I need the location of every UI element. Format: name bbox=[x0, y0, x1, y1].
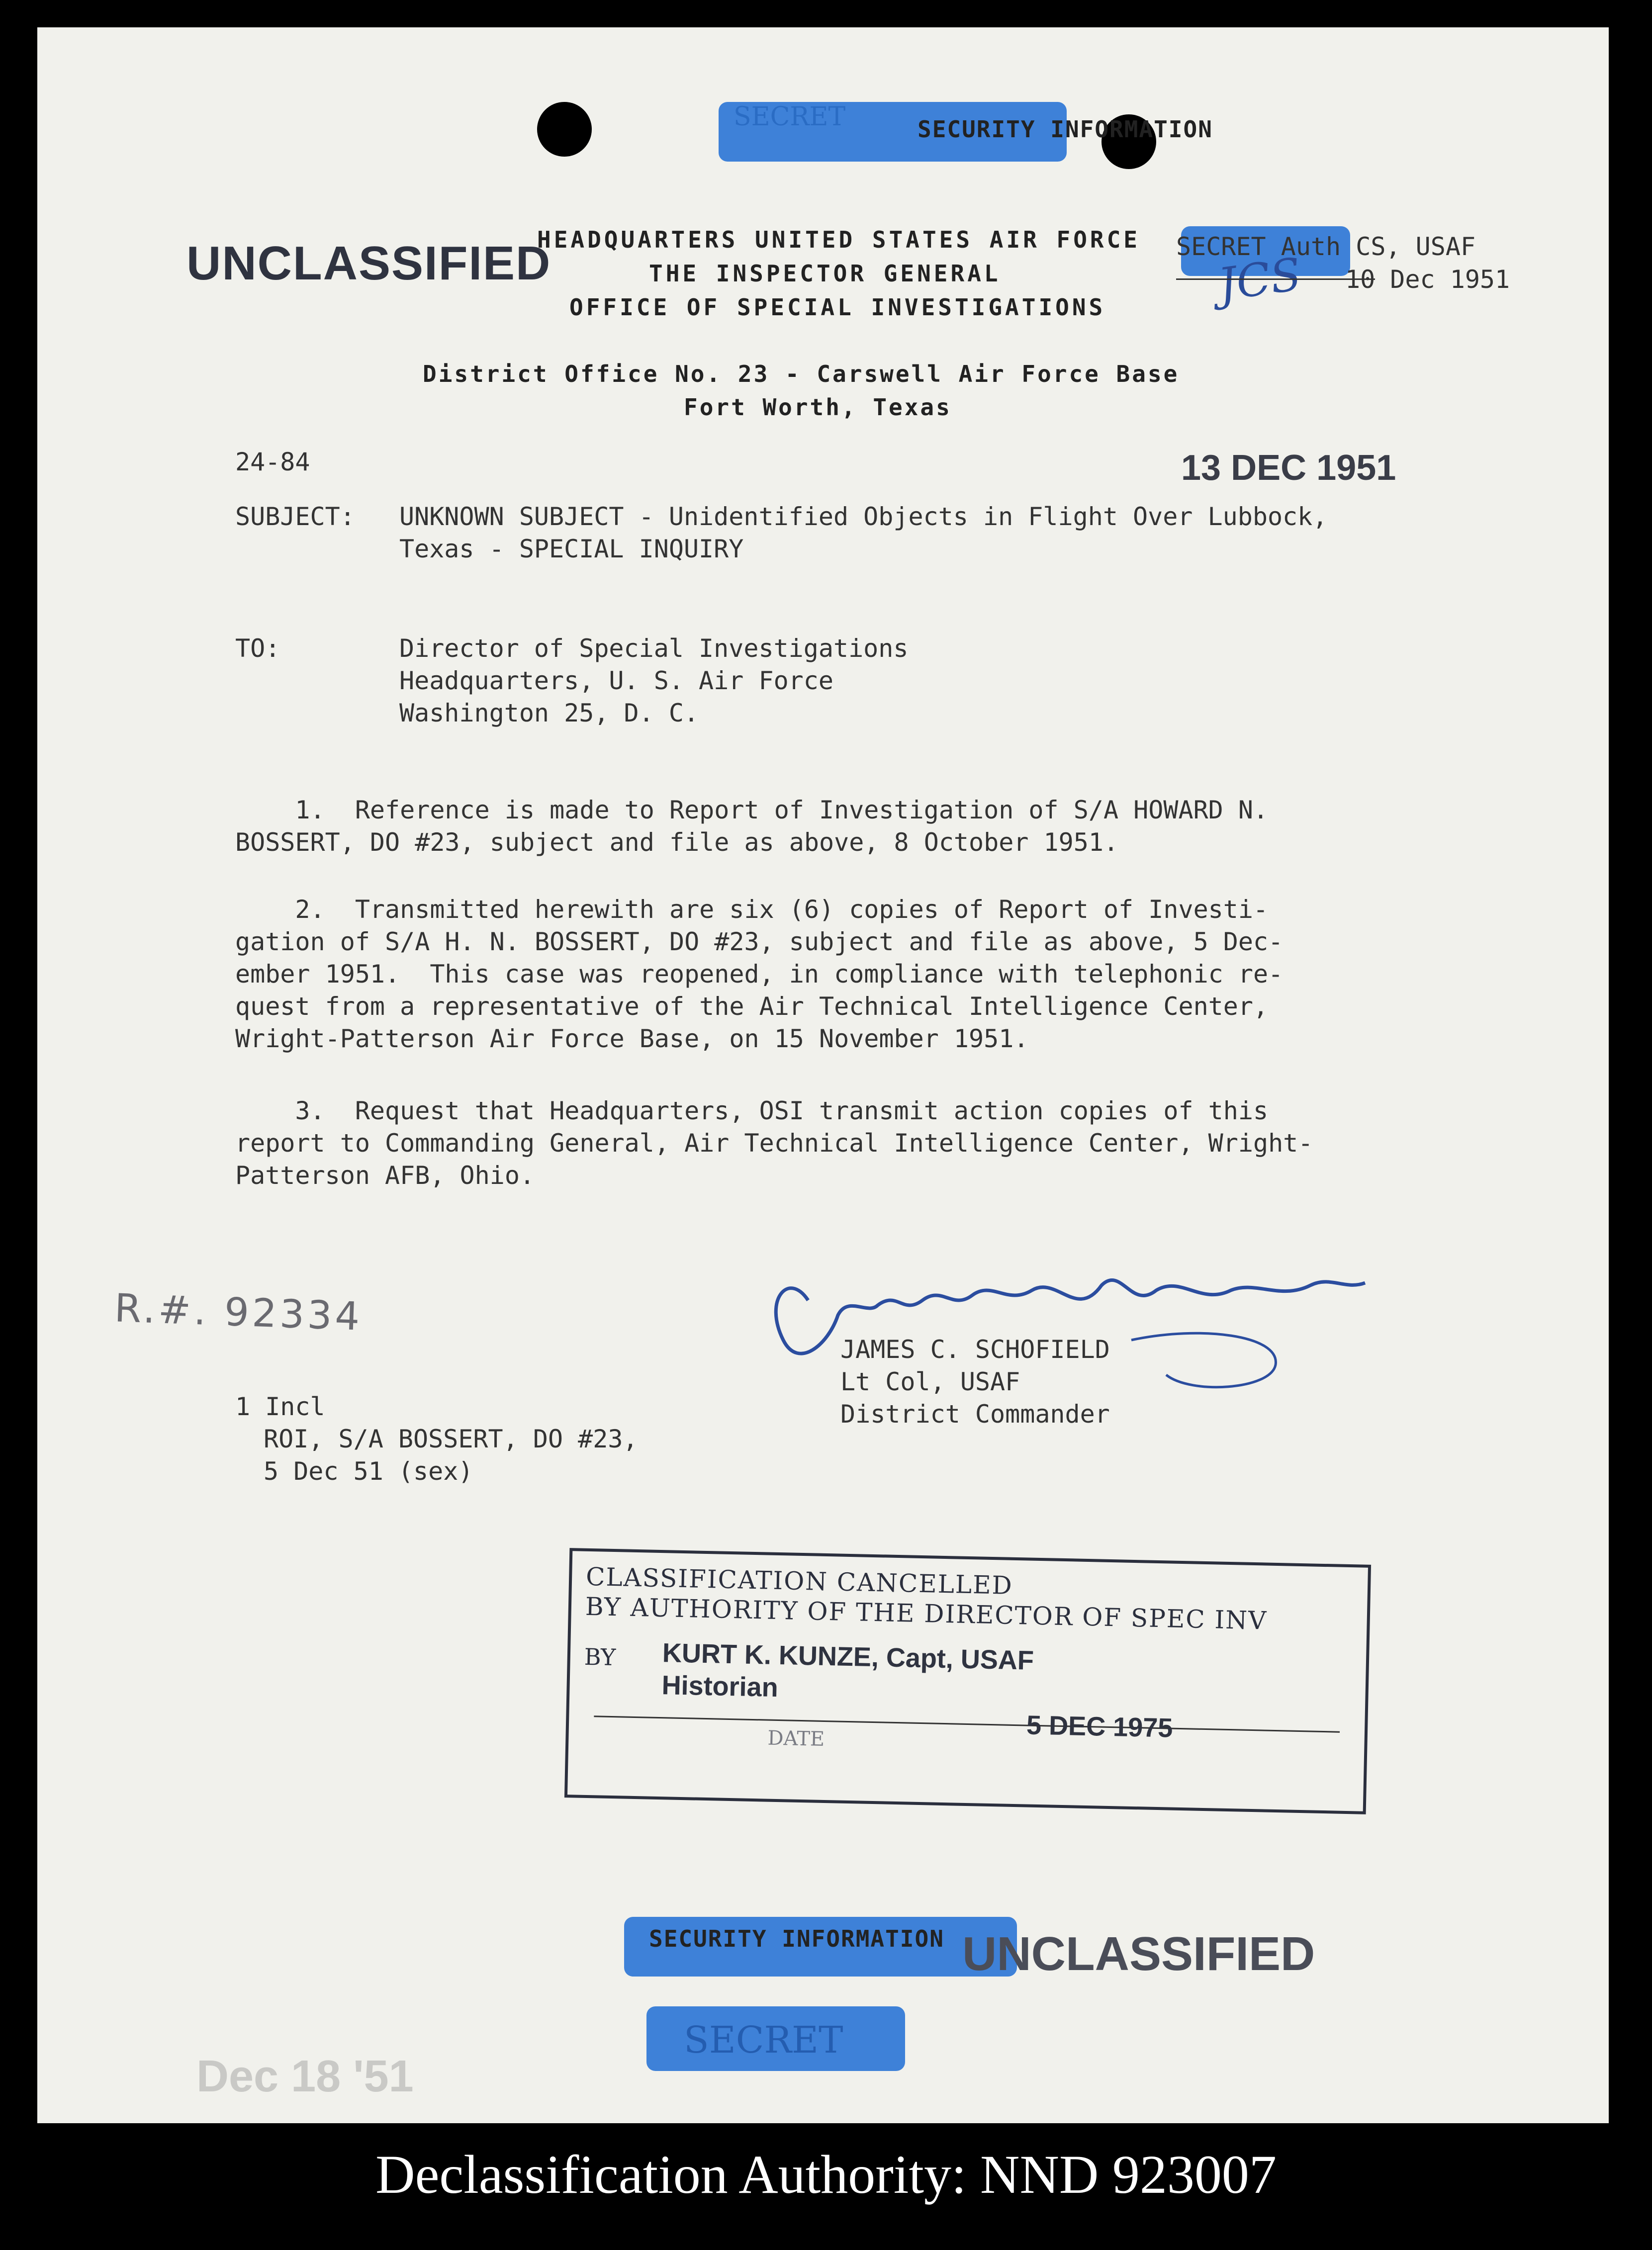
punch-hole-left bbox=[537, 102, 592, 157]
paragraph-2-line-5: Wright-Patterson Air Force Base, on 15 November 1951. bbox=[235, 1024, 1029, 1053]
enclosure-line-3: 5 Dec 51 (sex) bbox=[264, 1457, 473, 1486]
unclassified-stamp: UNCLASSIFIED bbox=[186, 237, 551, 290]
enclosure-line-2: ROI, S/A BOSSERT, DO #23, bbox=[264, 1425, 638, 1453]
declassification-footer: Declassification Authority: NND 923007 bbox=[375, 2144, 1277, 2205]
routing-line-1: SECRET Auth CS, USAF bbox=[1176, 232, 1476, 261]
signer-rank: Lt Col, USAF bbox=[840, 1367, 1020, 1396]
paragraph-3-line-2: report to Commanding General, Air Technical Intelligence Center, Wright- bbox=[235, 1129, 1313, 1158]
letterhead-line-2: THE INSPECTOR GENERAL bbox=[649, 260, 1001, 287]
classification-cancelled-stamp bbox=[564, 1548, 1371, 1814]
paragraph-2-line-2: gation of S/A H. N. BOSSERT, DO #23, subject and file as above, 5 Dec- bbox=[235, 927, 1284, 956]
letterhead-line-1: HEADQUARTERS UNITED STATES AIR FORCE bbox=[537, 226, 1140, 253]
signer-name: JAMES C. SCHOFIELD bbox=[840, 1335, 1110, 1364]
paragraph-3-line-1: 3. Request that Headquarters, OSI transmit action copies of this bbox=[235, 1096, 1269, 1125]
stamp-historian-title: Historian bbox=[661, 1670, 779, 1703]
security-information-top: SECURITY INFORMATION bbox=[918, 116, 1213, 143]
handwritten-reference-number: R.#. 92334 bbox=[113, 1286, 364, 1340]
to-label: TO: bbox=[235, 634, 280, 663]
paragraph-2-line-4: quest from a representative of the Air Technical Intelligence Center, bbox=[235, 992, 1269, 1021]
paragraph-3-line-3: Patterson AFB, Ohio. bbox=[235, 1161, 535, 1190]
to-line-1: Director of Special Investigations bbox=[399, 634, 909, 663]
stamp-date-label: DATE bbox=[767, 1726, 825, 1751]
stamp-historian-name: KURT K. KUNZE, Capt, USAF bbox=[662, 1638, 1034, 1676]
subject-line-1: UNKNOWN SUBJECT - Unidentified Objects in Flight Over Lubbock, bbox=[399, 502, 1328, 531]
file-number: 24-84 bbox=[235, 448, 310, 476]
paragraph-1-line-2: BOSSERT, DO #23, subject and file as above, 8 October 1951. bbox=[235, 828, 1119, 857]
stamp-date: 5 DEC 1975 bbox=[1026, 1710, 1173, 1743]
district-line-2: Fort Worth, Texas bbox=[684, 394, 952, 421]
unclassified-stamp-bottom: UNCLASSIFIED bbox=[962, 1927, 1315, 1980]
stamp-line-1: CLASSIFICATION CANCELLED bbox=[585, 1562, 1013, 1600]
secret-stamp-bottom: SECRET bbox=[684, 2019, 843, 2062]
stamp-date-line bbox=[594, 1715, 1340, 1732]
subject-label: SUBJECT: bbox=[235, 502, 355, 531]
subject-line-2: Texas - SPECIAL INQUIRY bbox=[399, 535, 744, 563]
handwritten-initials: JCS bbox=[1215, 248, 1305, 312]
stamp-line-2: BY AUTHORITY OF THE DIRECTOR OF SPEC INV bbox=[585, 1592, 1268, 1635]
security-information-bottom: SECURITY INFORMATION bbox=[649, 1925, 944, 1952]
paragraph-2-line-1: 2. Transmitted herewith are six (6) copies of Report of Investi- bbox=[235, 895, 1269, 924]
to-line-3: Washington 25, D. C. bbox=[399, 699, 699, 727]
enclosure-line-1: 1 Incl bbox=[235, 1392, 325, 1421]
letterhead-line-3: OFFICE OF SPECIAL INVESTIGATIONS bbox=[569, 294, 1106, 321]
district-line-1: District Office No. 23 - Carswell Air Force Base bbox=[423, 360, 1180, 387]
document-page bbox=[37, 27, 1609, 2123]
signer-title: District Commander bbox=[840, 1400, 1110, 1429]
secret-stamp-top: SECRET bbox=[734, 102, 846, 132]
routing-line-2: 10 Dec 1951 bbox=[1345, 265, 1510, 294]
received-date-stamp: 13 DEC 1951 bbox=[1181, 448, 1396, 488]
stamp-by-label: BY bbox=[584, 1643, 616, 1671]
received-stamp-mirrored: Dec 18 '51 bbox=[196, 2052, 414, 2101]
to-line-2: Headquarters, U. S. Air Force bbox=[399, 666, 833, 695]
paragraph-1-line-1: 1. Reference is made to Report of Investigation of S/A HOWARD N. bbox=[235, 796, 1269, 824]
paragraph-2-line-3: ember 1951. This case was reopened, in compliance with telephonic re- bbox=[235, 960, 1284, 989]
